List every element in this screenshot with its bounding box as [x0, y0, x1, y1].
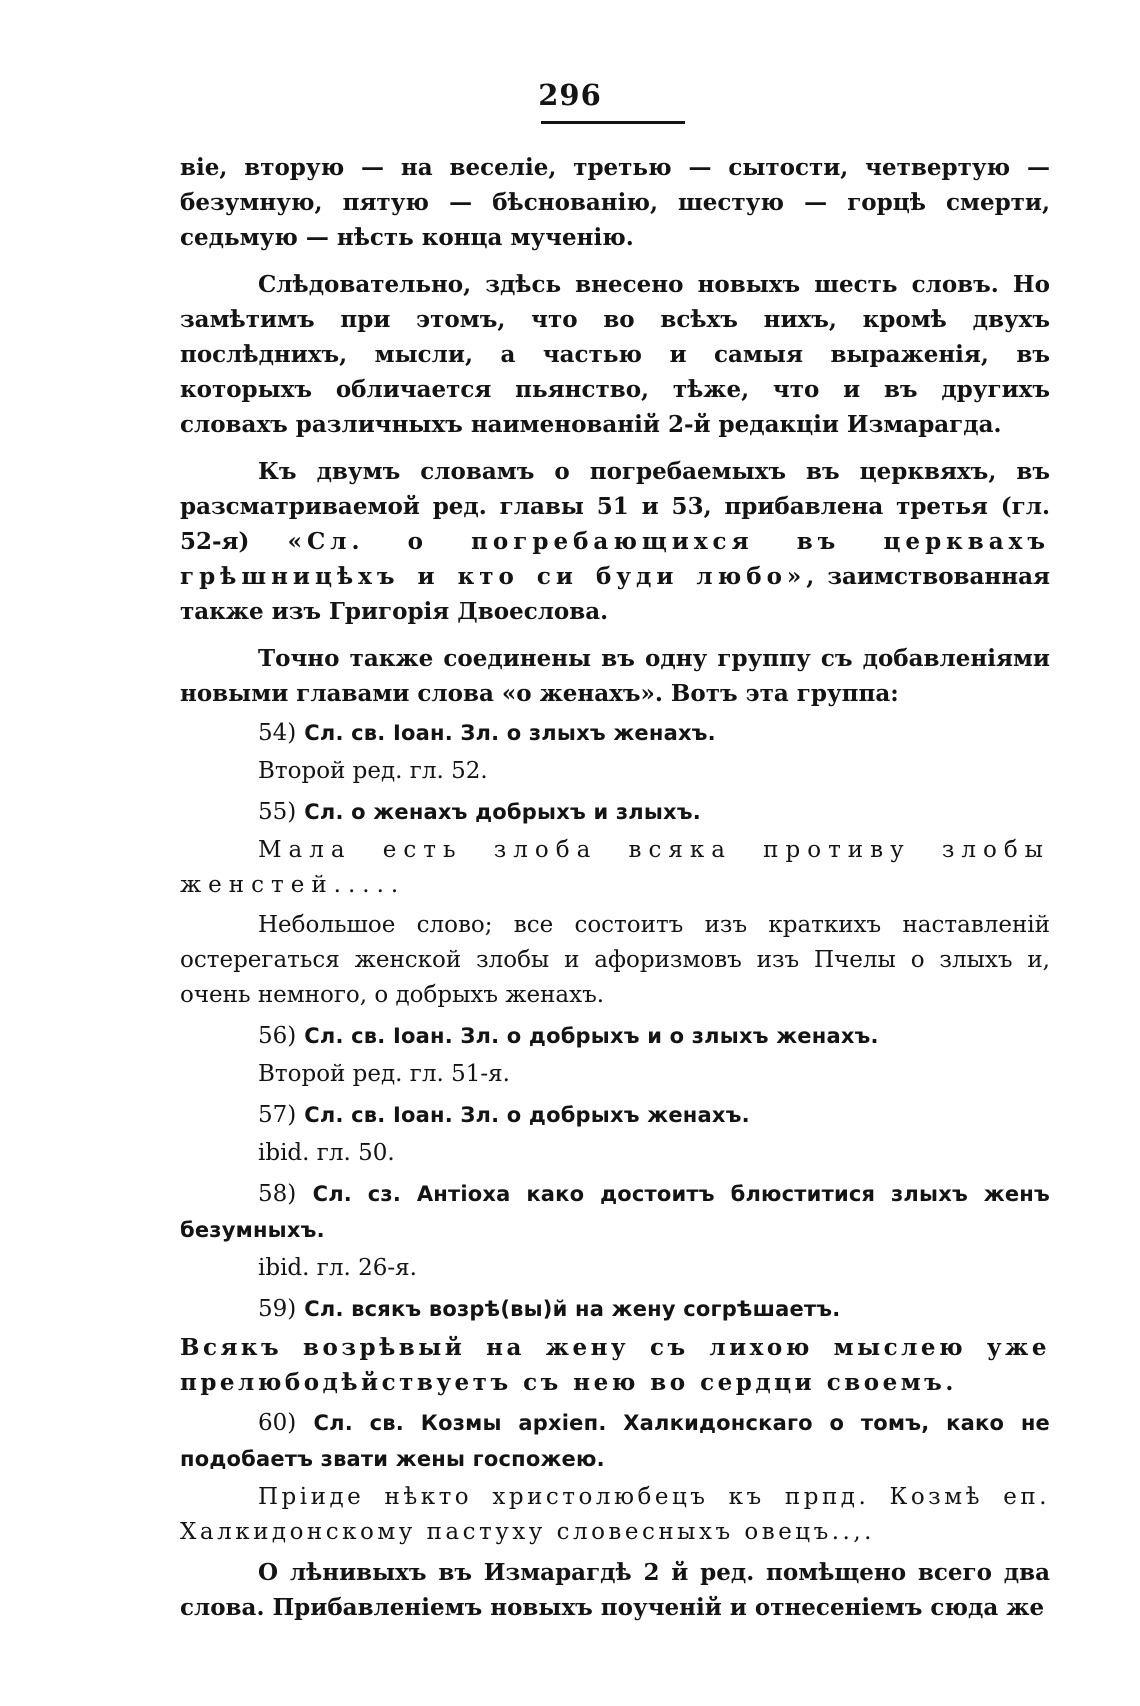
paragraph [180, 454, 1050, 629]
entry-56 [180, 1018, 1050, 1054]
entry-title: Сл. сз. Антіоха како достоитъ блюститися злыхъ женъ безумныхъ. [180, 1182, 1050, 1242]
entry-title: Сл. св. Іоан. Зл. о добрыхъ и о злыхъ женахъ. [304, 1024, 879, 1048]
paragraph: Точно также соединены въ одну группу съ добавленіями новыми главами слова «о женахъ». Вотъ эта группа: [180, 645, 1050, 707]
paragraph-text: , заимствованная также изъ Григорія Двоеслова. [180, 563, 1050, 625]
body-text [180, 150, 1050, 1625]
entry-number: 59) [258, 1296, 297, 1322]
entry-reference: ibid. гл. 50. [258, 1140, 395, 1166]
entry-quote: Мала есть злоба всяка противу злобы женстей..... [180, 837, 1050, 898]
entry-number: 54) [258, 720, 297, 746]
entry-quote: Пріиде нѣкто христолюбецъ къ прпд. Козмѣ еп. Халкидонскому пастуху словесныхъ овецъ..,. [180, 1484, 1050, 1545]
paragraph-continuation: віе, вторую — на веселіе, третью — сытости, четвертую — безумную, пятую — бѣснованію, шестую — горцѣ смерти, седьмую — нѣсть конца мученію. [180, 154, 1050, 251]
entry-title: Сл. св. Іоан. Зл. о добрыхъ женахъ. [304, 1103, 750, 1127]
entry-quote: Всякъ возрѣвый на жену съ лихою мыслею уже прелюбодѣйствуетъ съ нею во сердци своемъ. [180, 1334, 1050, 1396]
entry-number: 55) [258, 799, 297, 825]
page-number: 296 [538, 78, 602, 112]
entry-reference: ibid. гл. 26-я. [258, 1255, 417, 1281]
entry-title: Сл. всякъ возрѣ(вы)й на жену согрѣшаетъ. [304, 1297, 841, 1321]
entry-title: Сл. о женахъ добрыхъ и злыхъ. [304, 800, 701, 824]
entry-reference: Второй ред. гл. 51-я. [258, 1061, 510, 1087]
entry-60 [180, 1405, 1050, 1477]
entry-55 [180, 794, 1050, 830]
paragraph-last: О лѣнивыхъ въ Измарагдѣ 2 й ред. помѣщено всего два слова. Прибавленіемъ новыхъ поученій и отнесеніемъ сюда же [180, 1559, 1050, 1621]
entry-54 [180, 715, 1050, 751]
entry-57 [180, 1097, 1050, 1133]
spaced-title: «Сл. о погребающихся въ церквахъ грѣшницѣхъ и кто си буди любо» [180, 528, 1050, 590]
entry-number: 56) [258, 1023, 297, 1049]
entry-58 [180, 1176, 1050, 1248]
entry-note: Небольшое слово; все состоитъ изъ краткихъ наставленій остерегаться женской злобы и афоризмовъ изъ Пчелы о злыхъ и, очень немного, о добрыхъ женахъ. [180, 912, 1050, 1008]
page-number-rule [541, 121, 685, 124]
paragraph-text: Къ двумъ словамъ о погребаемыхъ въ церквяхъ, въ разсматриваемой ред. главы 51 и 53, прибавлена третья (гл. 52-я) [180, 458, 1050, 555]
entry-title: Сл. св. Іоан. Зл. о злыхъ женахъ. [304, 721, 716, 745]
entry-reference: Второй ред. гл. 52. [258, 758, 488, 784]
entry-title: Сл. св. Козмы архіеп. Халкидонскаго о томъ, како не подобаетъ звати жены госпожею. [180, 1411, 1050, 1471]
entry-number: 58) [258, 1181, 297, 1207]
entry-number: 60) [258, 1410, 297, 1436]
entry-59 [180, 1291, 1050, 1327]
paragraph: Слѣдовательно, здѣсь внесено новыхъ шесть словъ. Но замѣтимъ при этомъ, что во всѣхъ нихъ, кромѣ двухъ послѣднихъ, мысли, а частью и самыя выраженія, въ которыхъ обличается пьянство, тѣже, что и въ другихъ словахъ различныхъ наименованій 2-й редакціи Измарагда. [180, 271, 1050, 438]
entry-number: 57) [258, 1102, 297, 1128]
